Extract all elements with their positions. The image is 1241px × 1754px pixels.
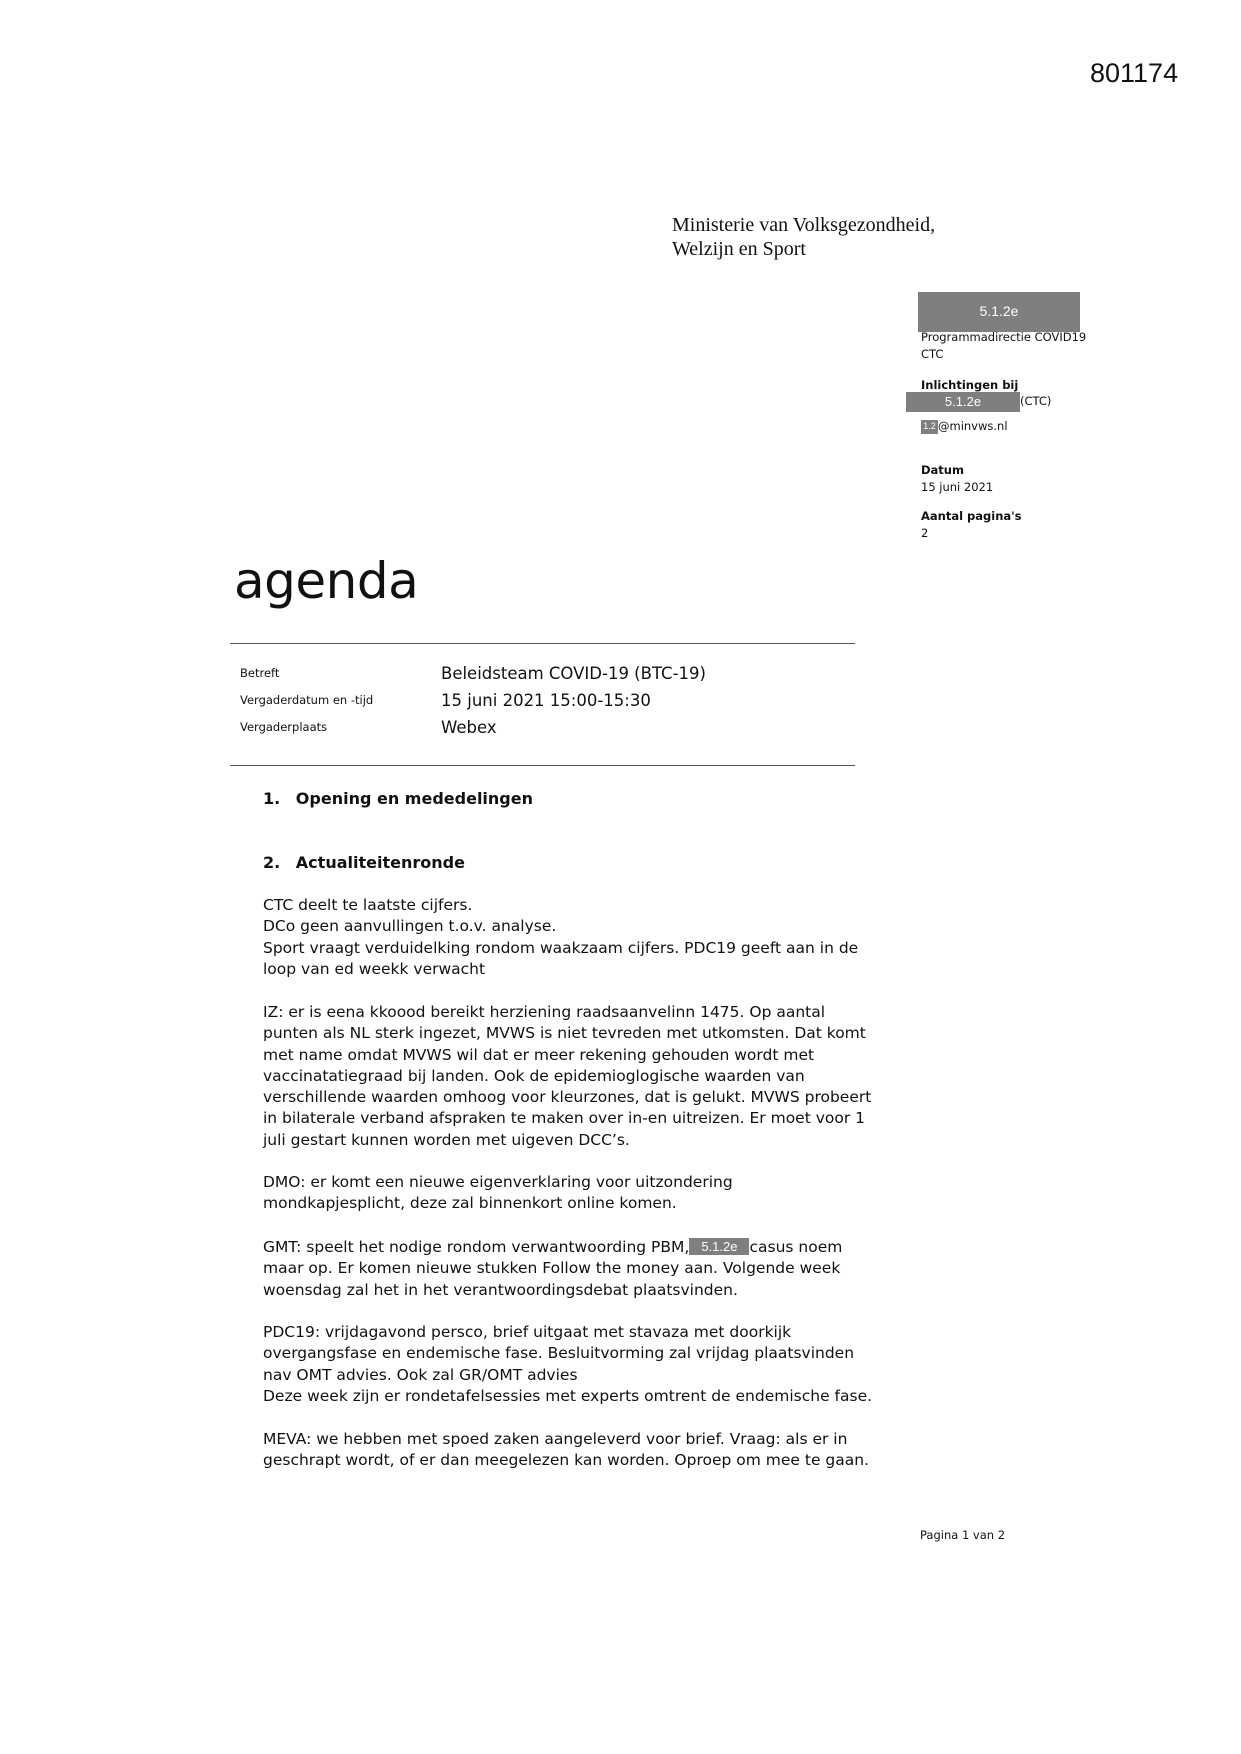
pages-label: Aantal pagina's [921, 509, 1022, 523]
text-line: punten als NL sterk ingezet, MVWS is niet tevreden met utkomsten. Dat komt [263, 1024, 866, 1043]
paragraph-iz [263, 1002, 923, 1151]
text-segment: GMT: speelt het nodige rondom verwantwoording PBM, [263, 1238, 690, 1256]
email-suffix: @minvws.nl [938, 419, 1008, 433]
paragraph-gmt [263, 1237, 923, 1301]
page-footer: Pagina 1 van 2 [920, 1528, 1006, 1542]
department-line-1: Programmadirectie COVID19 [921, 330, 1087, 344]
paragraph-meva [263, 1429, 923, 1472]
document-number: 801174 [1090, 58, 1179, 88]
inline-redaction: 5.1.2e [689, 1238, 749, 1255]
text-line: IZ: er is eena kkoood bereikt herziening raadsaanvelinn 1475. Op aantal [263, 1003, 826, 1021]
email-redaction: 1.2 [921, 420, 938, 434]
ministry-line-2: Welzijn en Sport [672, 238, 806, 260]
paragraph-pdc19 [263, 1322, 923, 1407]
date-value: 15 juni 2021 [921, 480, 994, 494]
section-number: 1. [263, 789, 281, 808]
top-rule [230, 643, 855, 644]
meta-value-datetime: 15 juni 2021 15:00-15:30 [441, 691, 651, 710]
paragraph-dmo [263, 1172, 923, 1215]
pages-value: 2 [921, 526, 929, 540]
meta-label-location: Vergaderplaats [240, 720, 328, 734]
contact-line [906, 391, 1051, 412]
section-heading-2 [263, 853, 465, 872]
text-line: woensdag zal het in het verantwoordingsdebat plaatsvinden. [263, 1280, 738, 1299]
meta-value-subject: Beleidsteam COVID-19 (BTC-19) [441, 664, 706, 683]
text-line: overgangsfase en endemische fase. Besluitvorming zal vrijdag plaatsvinden [263, 1344, 855, 1363]
email-line [921, 416, 1008, 435]
text-line: loop van ed weekk verwacht [263, 959, 486, 978]
text-segment: casus noem [749, 1238, 843, 1256]
text-line: in bilaterale verband afspraken te maken over in-en uitreizen. Er moet voor 1 [263, 1109, 866, 1128]
text-line: Deze week zijn er rondetafelsessies met experts omtrent de endemische fase. [263, 1386, 873, 1405]
page-title: agenda [234, 552, 419, 610]
text-line [263, 1237, 923, 1258]
meta-label-datetime: Vergaderdatum en -tijd [240, 693, 374, 707]
text-line: PDC19: vrijdagavond persco, brief uitgaat met stavaza met doorkijk [263, 1323, 792, 1341]
ministry-name [672, 213, 935, 261]
text-line: DMO: er komt een nieuwe eigenverklaring voor uitzondering [263, 1173, 733, 1191]
text-line: Sport vraagt verduidelking rondom waakzaam cijfers. PDC19 geeft aan in de [263, 938, 859, 957]
section-title-text: Opening en mededelingen [295, 789, 533, 808]
department-line-2: CTC [921, 347, 944, 361]
bottom-rule [230, 765, 855, 766]
ministry-line-1: Ministerie van Volksgezondheid, [672, 214, 936, 236]
contact-suffix: (CTC) [1020, 394, 1052, 408]
sidebar-department [921, 329, 1086, 363]
section-number: 2. [263, 853, 281, 872]
text-line: juli gestart kunnen worden met uigeven DCC’s. [263, 1130, 630, 1149]
meta-label-subject: Betreft [240, 666, 280, 680]
date-label: Datum [921, 463, 964, 477]
meta-value-location: Webex [441, 718, 497, 737]
text-line: met name omdat MVWS wil dat er meer rekening gehouden wordt met [263, 1045, 815, 1064]
text-line: DCo geen aanvullingen t.o.v. analyse. [263, 917, 557, 936]
text-line: CTC deelt te laatste cijfers. [263, 896, 473, 914]
redaction-block-top: 5.1.2e [918, 292, 1080, 332]
section-title-text: Actualiteitenronde [295, 853, 465, 872]
text-line: MEVA: we hebben met spoed zaken aangeleverd voor brief. Vraag: als er in [263, 1430, 848, 1448]
text-line: vaccinatatiegraad bij landen. Ook de epidemioglogische waarden van [263, 1066, 805, 1085]
text-line: mondkapjesplicht, deze zal binnenkort online komen. [263, 1194, 677, 1213]
text-line: maar op. Er komen nieuwe stukken Follow the money aan. Volgende week [263, 1259, 841, 1278]
text-line: nav OMT advies. Ook zal GR/OMT advies [263, 1365, 578, 1384]
paragraph-ctc [263, 895, 923, 980]
text-line: geschrapt wordt, of er dan meegelezen kan worden. Oproep om mee te gaan. [263, 1451, 869, 1470]
section-heading-1 [263, 789, 533, 808]
contact-label: Inlichtingen bij [921, 378, 1019, 392]
contact-redaction: 5.1.2e [906, 392, 1020, 412]
text-line: verschillende waarden omhoog voor kleurzones, dat is gelukt. MVWS probeert [263, 1088, 872, 1107]
